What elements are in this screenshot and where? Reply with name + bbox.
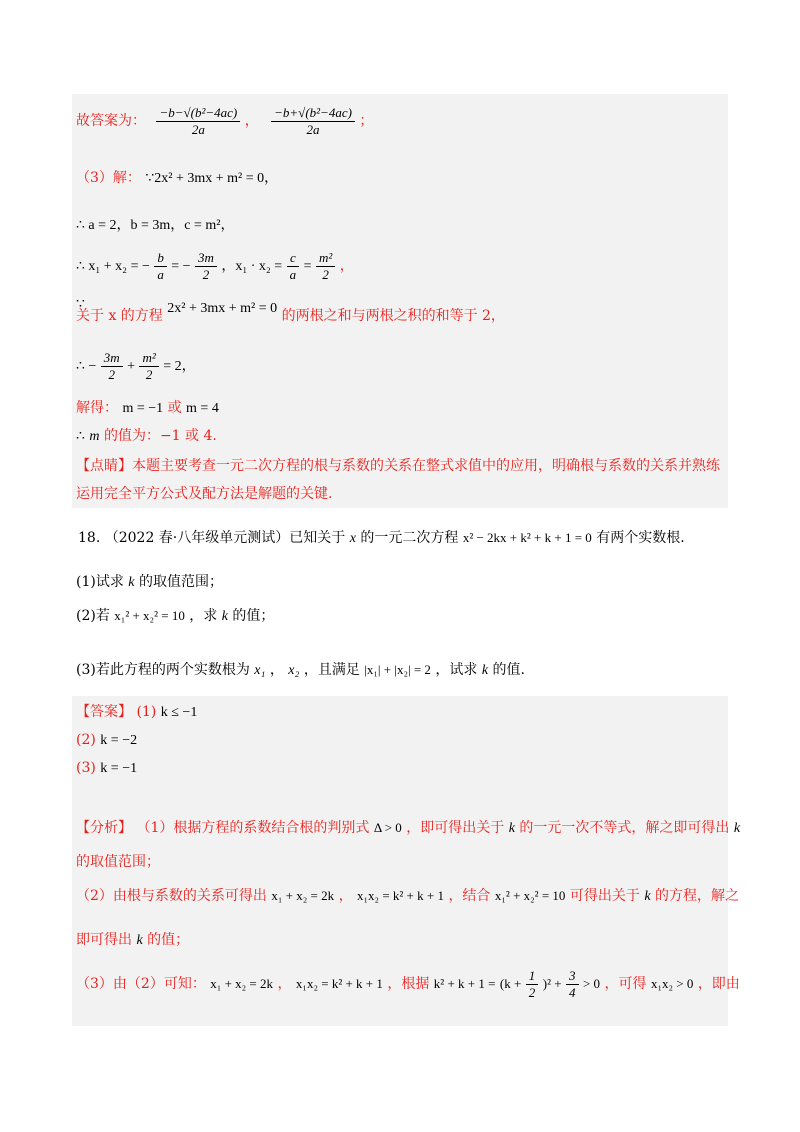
analysis-1-line-2: 的取值范围； bbox=[76, 854, 160, 870]
answer-3: (3) k = −1 bbox=[76, 760, 138, 776]
answer-2: (2) k = −2 bbox=[76, 732, 138, 748]
comment-line-1: 【点睛】本题主要考查一元二次方程的根与系数的关系在整式求值中的应用，明确根与系数的关系并熟练 bbox=[76, 458, 720, 474]
part3-line: （3）解： ∵2x² + 3mx + m² = 0， bbox=[76, 170, 279, 186]
condition-line: 关于 x 的方程 2x² + 3mx + m² = 0 的两根之和与两根之积的和等于 2， bbox=[76, 301, 505, 324]
answer-1: 【答案】 (1) k ≤ −1 bbox=[76, 704, 198, 720]
vieta-frac-b-a: $\frac{b}{a}$ bbox=[154, 250, 167, 283]
sum-frac-3m-2: $\frac{3m}{2}$ bbox=[101, 350, 123, 383]
sum-line: ∴ − $\frac{3m}{2}$ + $\frac{\text{m²}}{2}$ = 2， bbox=[76, 349, 196, 382]
analysis-2-line-2: 即可得出 k 的值； bbox=[76, 932, 190, 948]
half-fraction: $\frac{1}{2}$ bbox=[526, 968, 539, 1001]
sum-frac-m2-2: $\frac{\text{m²}}{2}$ bbox=[139, 350, 158, 383]
analysis-3: （3）由（2）可知： x₁ + x₂ = 2k ， x₁x₂ = k² + k + 1 ，根据 k² + k + 1 = (k + $\frac{1}{2}$ )² + $\frac{3}{4}$ > 0 ，可得 x₁x₂ > 0 ，即由 bbox=[76, 967, 740, 1000]
vieta-line: ∴ x₁ + x₂ = − $\frac{b}{a}$ = − $\frac{3m}{2}$ ，x₁ · x₂ = $\frac{c}{a}$ = $\frac{\text{m²}}{2}$ ， bbox=[76, 249, 354, 282]
question-2: (2)若 x₁² + x₂² = 10 ，求 k 的值； bbox=[76, 608, 275, 624]
question-1: (1)试求 k 的取值范围； bbox=[76, 574, 223, 590]
comment-line-2: 运用完全平方公式及配方法是解题的关键. bbox=[76, 486, 333, 502]
answer-prefix: 故答案为： bbox=[76, 113, 146, 129]
solve-line: 解得： m = −1 或 m = 4 bbox=[76, 400, 219, 416]
vieta-frac-3m-2: $\frac{3m}{2}$ bbox=[195, 250, 217, 283]
analysis-2: （2）由根与系数的关系可得出 x₁ + x₂ = 2k ， x₁x₂ = k² + k + 1 ，结合 x₁² + x₂² = 10 可得出关于 k 的方程，解之 bbox=[76, 888, 739, 904]
root-fraction-1: $\frac{\text{−b−√(b²−4ac)}}{2a}$ bbox=[156, 105, 240, 138]
because-mark: ∵ bbox=[76, 297, 85, 312]
value-line: ∴ m 的值为：−1 或 4. bbox=[76, 428, 217, 444]
vieta-frac-c-a: $\frac{c}{a}$ bbox=[287, 250, 300, 283]
question-3: (3)若此方程的两个实数根为 x₁ ， x₂ ，且满足 |x₁| + |x₂| = 2 ，试求 k 的值. bbox=[76, 662, 525, 678]
abc-line: ∴ a = 2，b = 3m，c = m²， bbox=[76, 218, 235, 233]
answer-formula-line: 故答案为： $\frac{\text{−b−√(b²−4ac)}}{2a}$ ， $\frac{\text{−b+√(b²−4ac)}}{2a}$ ； bbox=[76, 104, 374, 137]
root-fraction-2: $\frac{\text{−b+√(b²−4ac)}}{2a}$ bbox=[271, 105, 355, 138]
problem-18-stem: 18. （2022 春·八年级单元测试）已知关于 x 的一元二次方程 x² − 2kx + k² + k + 1 = 0 有两个实数根. bbox=[78, 530, 685, 546]
vieta-frac-m2-2: $\frac{\text{m²}}{2}$ bbox=[316, 250, 335, 283]
analysis-1: 【分析】 （1）根据方程的系数结合根的判别式 Δ > 0 ，即可得出关于 k 的一元一次不等式，解之即可得出 k bbox=[76, 820, 741, 836]
three-quarter-fraction: $\frac{3}{4}$ bbox=[566, 968, 579, 1001]
